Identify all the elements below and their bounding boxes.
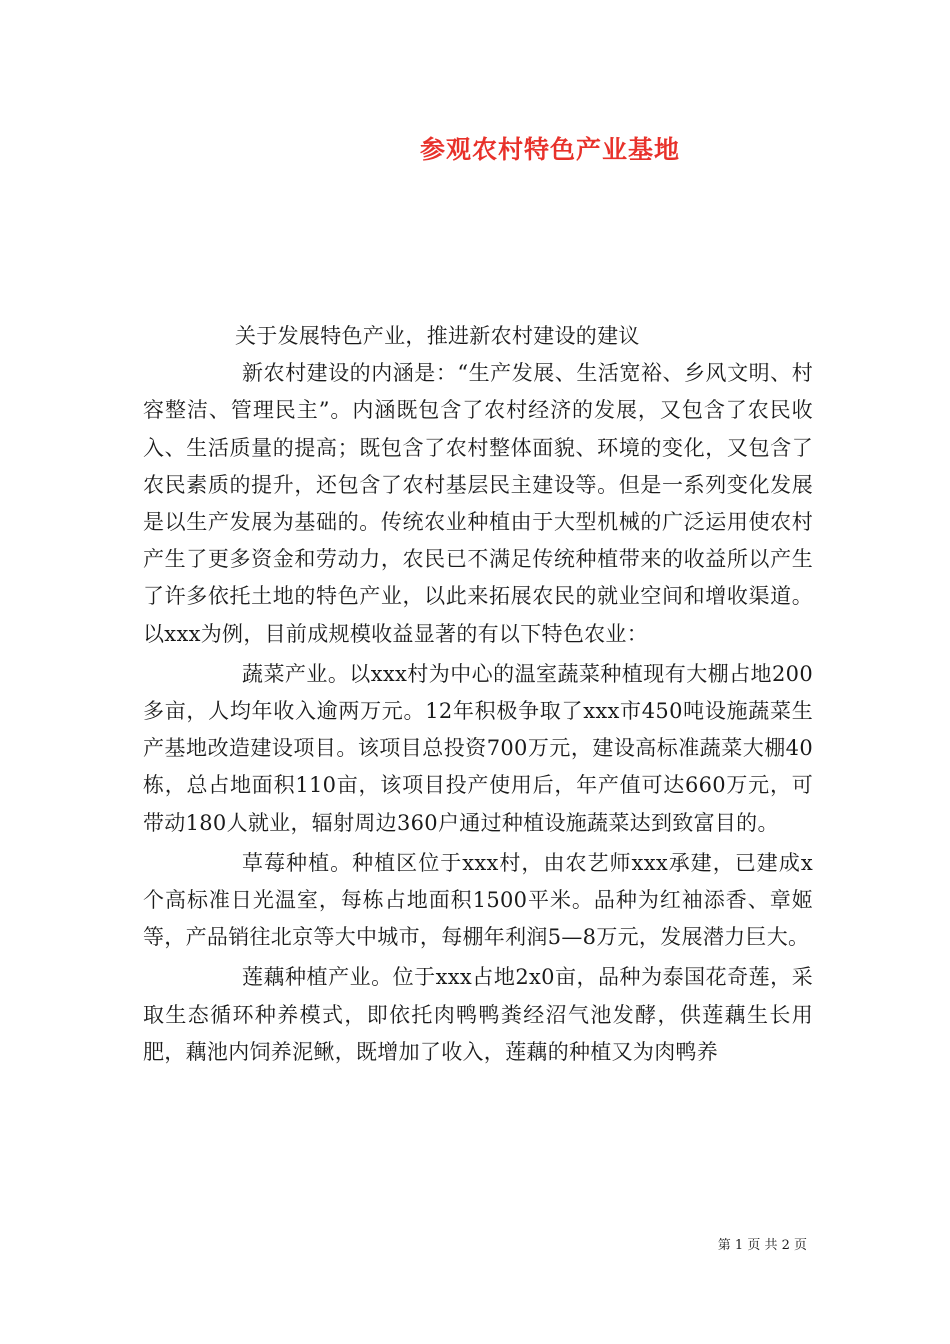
paragraph-lotus-root: 莲藕种植产业。位于xxx占地2x0亩，品种为泰国花奇莲，采取生态循环种养模式，即依托肉鸭鸭粪经沼气池发酵，供莲藕生长用肥，藕池内饲养泥鳅，既增加了收入，莲藕的种植又为肉鸭养 [143,965,813,1064]
paragraph-strawberry: 草莓种植。种植区位于xxx村，由农艺师xxx承建，已建成x个高标准日光温室，每栋占地面积1500平米。品种为红袖添香、章姬等，产品销往北京等大中城市，每棚年利润5—8万元，发展潜力巨大。 [143,850,813,950]
paragraph-vegetables: 蔬菜产业。以xxx村为中心的温室蔬菜种植现有大棚占地200多亩，人均年收入逾两万元。12年积极争取了xxx市450吨设施蔬菜生产基地改造建设项目。该项目总投资700万元，建设高标准蔬菜大棚40栋，总占地面积110亩，该项目投产使用后，年产值可达660万元，可带动180人就业，辐射周边360户通过种植设施蔬菜达到致富目的。 [143,661,813,835]
document-body [143,318,813,1071]
page-number-footer: 第 1 页 共 2 页 [717,1238,807,1253]
document-title: 参观农村特色产业基地 [419,135,680,164]
paragraph-intro: 新农村建设的内涵是：“生产发展、生活宽裕、乡风文明、村容整洁、管理民主”。内涵既包含了农村经济的发展，又包含了农民收入、生活质量的提高；既包含了农村整体面貌、环境的变化，又包含了农民素质的提升，还包含了农村基层民主建设等。但是一系列变化发展是以生产发展为基础的。传统农业种植由于大型机械的广泛运用使农村产生了更多资金和劳动力，农民已不满足传统种植带来的收益所以产生了许多依托土地的特色产业，以此来拓展农民的就业空间和增收渠道。以xxx为例，目前成规模收益显著的有以下特色农业： [143,361,813,646]
document-subheading: 关于发展特色产业，推进新农村建设的建议 [235,324,640,348]
